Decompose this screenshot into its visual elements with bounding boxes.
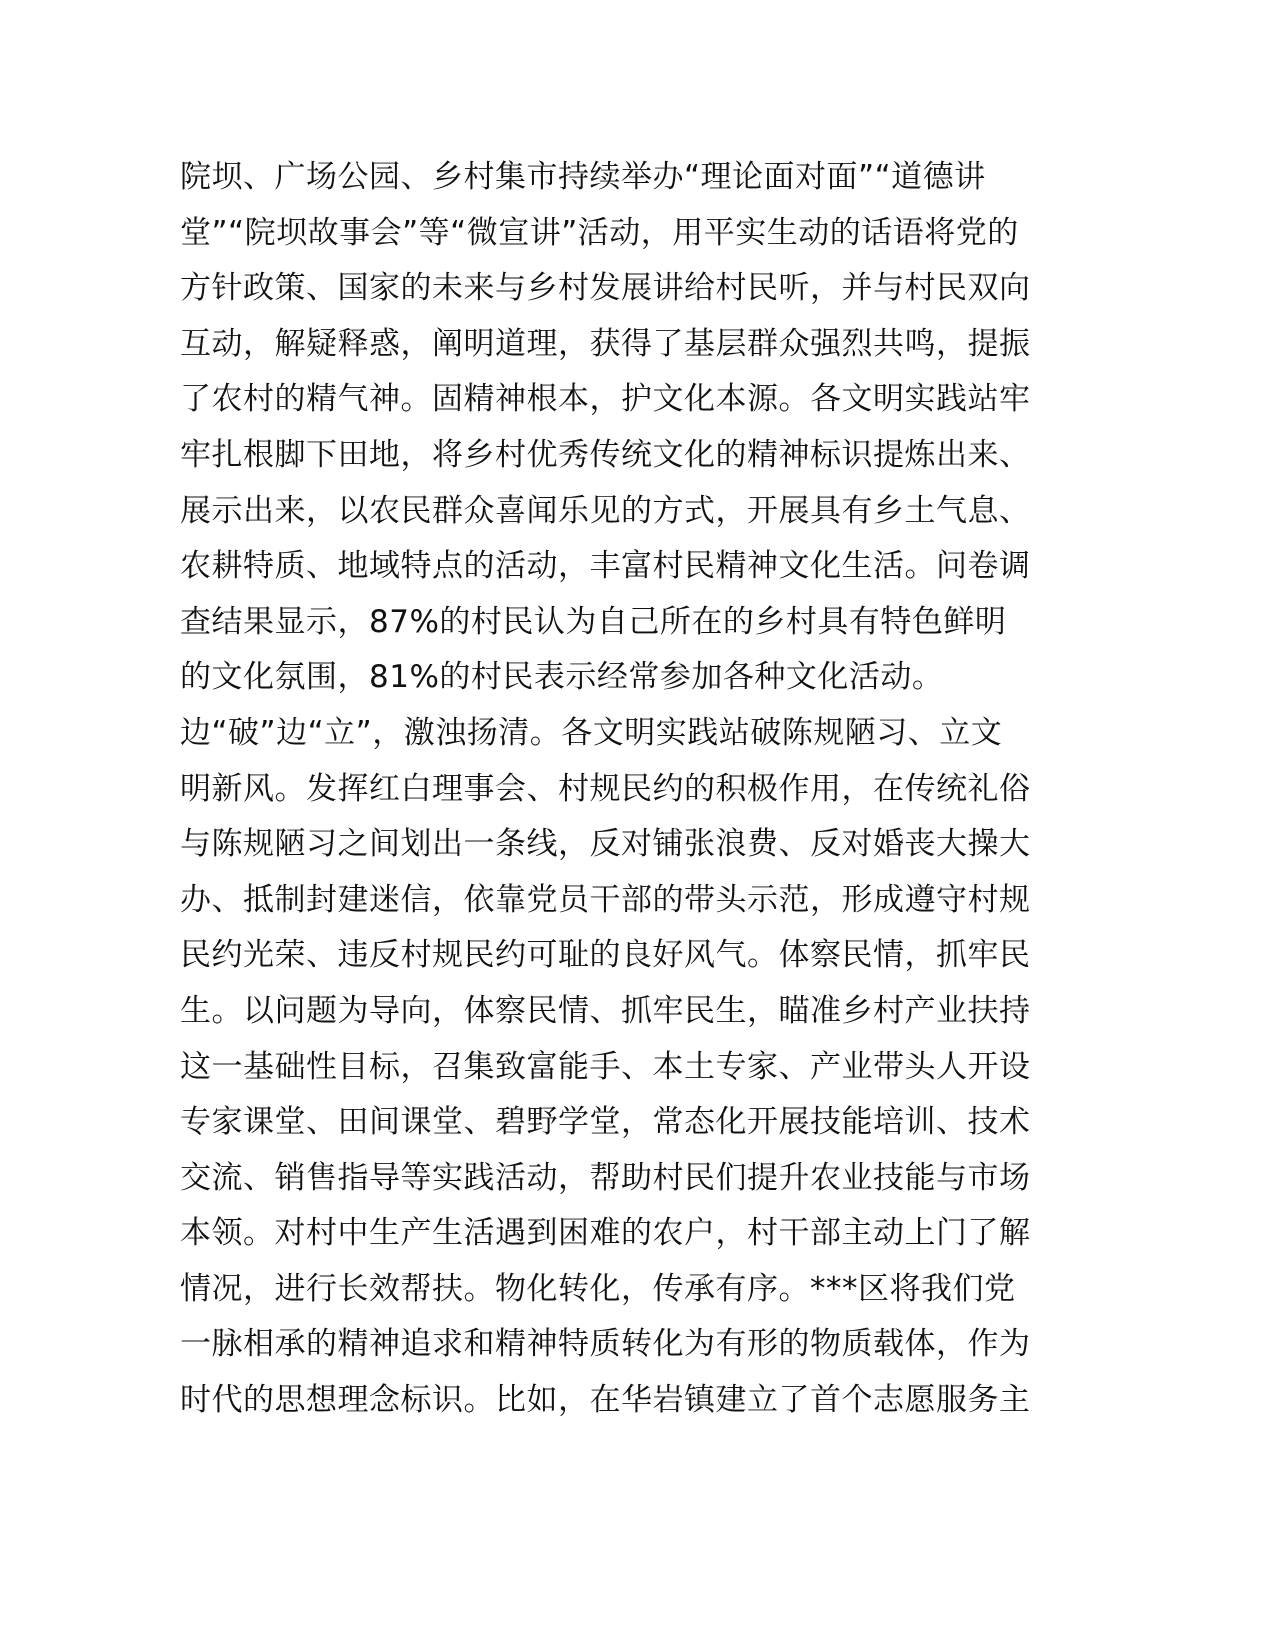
text-line: 民约光荣、违反村规民约可耻的良好风气。体察民情，抓牢民 (180, 937, 1031, 974)
text-line: 了农村的精气神。固精神根本，护文化本源。各文明实践站牢 (180, 381, 1031, 418)
text-line: 的文化氛围，81%的村民表示经常参加各种文化活动。 (180, 659, 944, 696)
text-line: 查结果显示，87%的村民认为自己所在的乡村具有特色鲜明 (180, 603, 1007, 640)
text-line: 院坝、广场公园、乡村集市持续举办“理论面对面”“道德讲 (180, 159, 986, 195)
text-line: 明新风。发挥红白理事会、村规民约的积极作用，在传统礼俗 (180, 770, 1031, 807)
text-line: 这一基础性目标，召集致富能手、本土专家、产业带头人开设 (180, 1048, 1031, 1085)
text-line: 展示出来，以农民群众喜闻乐见的方式，开展具有乡土气息、 (180, 492, 1031, 529)
text-line: 专家课堂、田间课堂、碧野学堂，常态化开展技能培训、技术 (180, 1104, 1031, 1141)
text-line: 情况，进行长效帮扶。物化转化，传承有序。***区将我们党 (180, 1270, 1016, 1307)
text-line: 边“破”边“立”，激浊扬清。各文明实践站破陈规陋习、立文 (180, 714, 1003, 751)
text-line: 牢扎根脚下田地，将乡村优秀传统文化的精神标识提炼出来、 (180, 436, 1031, 473)
text-line: 交流、销售指导等实践活动，帮助村民们提升农业技能与市场 (180, 1159, 1031, 1196)
text-line: 互动，解疑释惑，阐明道理，获得了基层群众强烈共鸣，提振 (180, 325, 1031, 362)
text-line: 堂”“院坝故事会”等“微宣讲”活动，用平实生动的话语将党的 (180, 214, 1019, 251)
text-line: 一脉相承的精神追求和精神特质转化为有形的物质载体，作为 (180, 1326, 1031, 1363)
text-line: 方针政策、国家的未来与乡村发展讲给村民听，并与村民双向 (180, 270, 1031, 307)
text-line: 农耕特质、地域特点的活动，丰富村民精神文化生活。问卷调 (180, 548, 1031, 585)
text-line: 与陈规陋习之间划出一条线，反对铺张浪费、反对婚丧大操大 (180, 826, 1031, 863)
text-line: 办、抵制封建迷信，依靠党员干部的带头示范，形成遵守村规 (180, 881, 1031, 918)
text-line: 本领。对村中生产生活遇到困难的农户，村干部主动上门了解 (180, 1215, 1031, 1252)
text-line: 生。以问题为导向，体察民情、抓牢民生，瞄准乡村产业扶持 (180, 992, 1031, 1029)
text-line: 时代的思想理念标识。比如，在华岩镇建立了首个志愿服务主 (180, 1382, 1031, 1419)
body-text (180, 150, 1060, 1429)
